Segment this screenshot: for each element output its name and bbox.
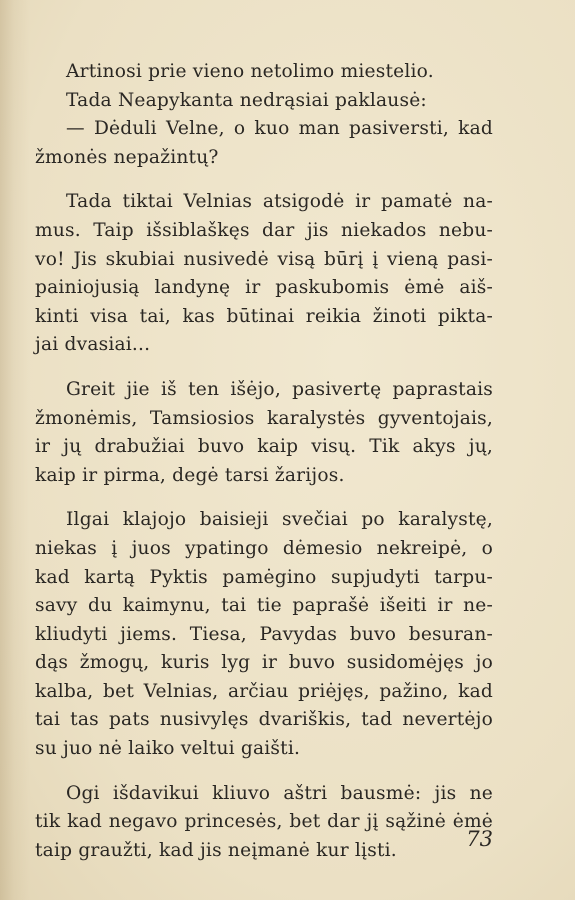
text-line: taip graužti, kad jis neįmanė kur lįsti. [35, 839, 397, 861]
page-number: 73 [466, 827, 493, 851]
page-text [35, 58, 493, 865]
text-line: su juo nė laiko veltui gaišti. [35, 738, 301, 760]
text-line: žmonėmis, Tamsiosios karalystės gyventojais, [35, 407, 493, 429]
text-line: kinti visa tai, kas būtinai reikia žinoti pikta- [35, 305, 493, 327]
text-line: savy du kaimynu, tai tie paprašė išeiti ir ne- [35, 595, 493, 617]
paragraph-gap [35, 172, 493, 188]
text-line: — Dėduli Velne, o kuo man pasiversti, kad [66, 118, 493, 140]
paragraph-gap [35, 764, 493, 780]
text-line: niekas į juos ypatingo dėmesio nekreipė, o [35, 537, 493, 559]
text-line: Tada tiktai Velnias atsigodė ir pamatė na- [66, 191, 493, 213]
text-line: Tada Neapykanta nedrąsiai paklausė: [66, 89, 427, 111]
text-line: kliudyti jiems. Tiesa, Pavydas buvo besuran- [35, 623, 493, 645]
text-line: Greit jie iš ten išėjo, pasivertę paprastais [66, 378, 493, 400]
text-line: tik kad negavo princesės, bet dar jį sąžinė ėmė [35, 811, 493, 833]
text-line: Ilgai klajojo baisieji svečiai po karalystę, [66, 509, 493, 531]
text-line: mus. Taip išsiblaškęs dar jis niekados nebu- [35, 219, 493, 241]
text-line: kad kartą Pyktis pamėgino supjudyti tarpu- [35, 566, 493, 588]
text-line: jai dvasiai... [35, 334, 151, 356]
text-line: žmonės nepažintų? [35, 146, 219, 168]
paragraph-gap [35, 360, 493, 376]
text-line: Ogi išdavikui kliuvo aštri bausmė: jis ne [66, 782, 493, 804]
text-line: dąs žmogų, kuris lyg ir buvo susidomėjęs jo [35, 652, 493, 674]
text-line: kalba, bet Velnias, arčiau priėjęs, pažino, kad [35, 680, 493, 702]
text-line: vo! Jis skubiai nusivedė visą būrį į vieną pasi- [35, 248, 493, 270]
text-line: Artinosi prie vieno netolimo miestelio. [66, 61, 434, 82]
text-line: painiojusią landynę ir paskubomis ėmė aiš- [35, 277, 493, 299]
text-line: ir jų drabužiai buvo kaip visų. Tik akys jų, [35, 436, 493, 458]
text-line: tai tas pats nusivylęs dvariškis, tad nevertėjo [35, 709, 493, 731]
paragraph-gap [35, 490, 493, 506]
text-line: kaip ir pirma, degė tarsi žarijos. [35, 464, 345, 486]
